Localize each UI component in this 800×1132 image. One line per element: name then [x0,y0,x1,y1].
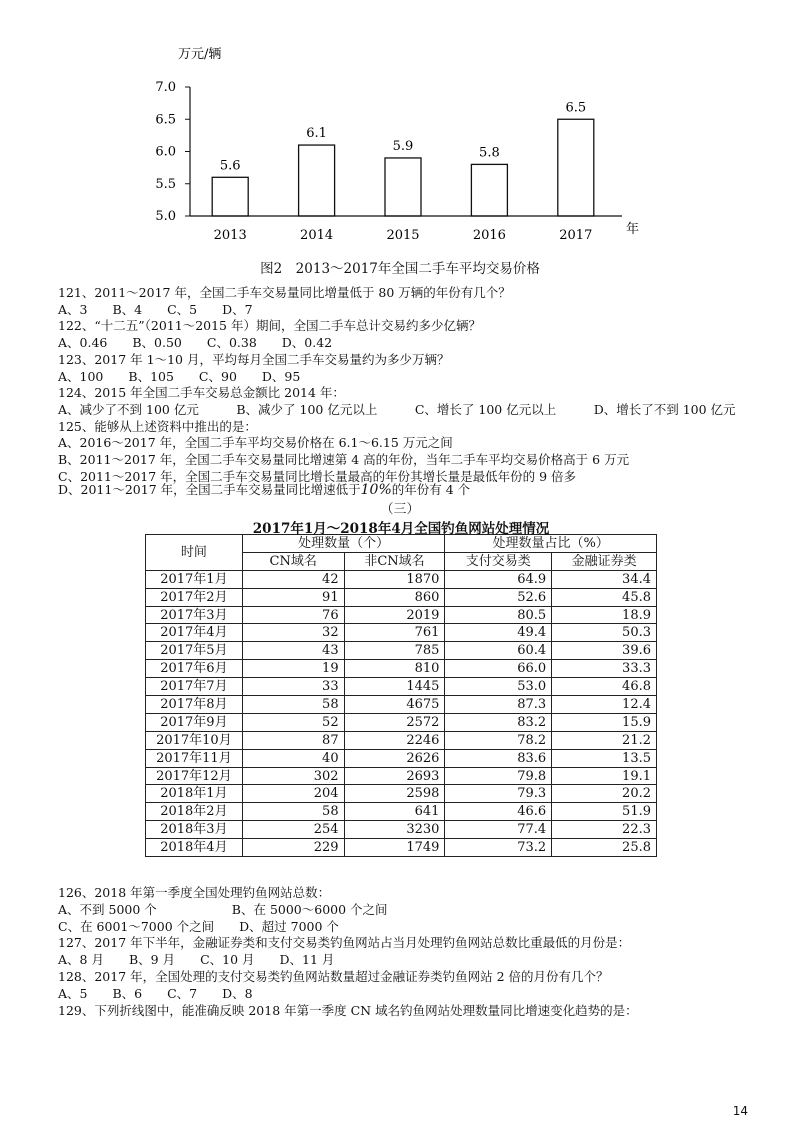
x-tick-label: 2017 [559,228,593,243]
row-time-cell: 2017年4月 [146,624,243,642]
row-value-cell: 46.6 [445,803,552,821]
row-time-cell: 2017年5月 [146,642,243,660]
table-row [146,678,657,696]
header-cn: CN域名 [242,552,344,570]
row-time-cell: 2017年6月 [146,660,243,678]
row-value-cell: 15.9 [552,713,657,731]
table-row [146,660,657,678]
row-value-cell: 229 [242,839,344,857]
row-value-cell: 22.3 [552,821,657,839]
row-value-cell: 810 [344,660,445,678]
row-value-cell: 32 [242,624,344,642]
row-value-cell: 21.2 [552,731,657,749]
row-value-cell: 2572 [344,713,445,731]
row-value-cell: 4675 [344,696,445,714]
question-line: C、2011～2017 年，全国二手车交易量同比增长量最高的年份其增长量是最低年份的 9 倍多 [58,468,577,484]
question-line: A、8 月 B、9 月 C、10 月 D、11 月 [58,952,335,968]
row-value-cell: 83.6 [445,749,552,767]
row-value-cell: 46.8 [552,678,657,696]
row-value-cell: 58 [242,696,344,714]
question-line: 127、2017 年下半年，金融证券类和支付交易类钓鱼网站占当月处理钓鱼网站总数比重最低的月份是： [58,935,631,951]
row-value-cell: 73.2 [445,839,552,857]
row-value-cell: 860 [344,588,445,606]
question-line: 121、2011～2017 年，全国二手车交易量同比增量低于 80 万辆的年份有几个？ [58,285,511,300]
table-row [146,624,657,642]
y-tick-label: 6.0 [155,144,176,160]
question-line: 124、2015 年全国二手车交易总金额比 2014 年： [58,385,345,401]
row-time-cell: 2018年1月 [146,785,243,803]
row-value-cell: 66.0 [445,660,552,678]
row-time-cell: 2017年1月 [146,570,243,588]
row-value-cell: 1870 [344,570,445,588]
bar [299,145,335,216]
bar-data-label: 6.1 [306,126,327,142]
row-value-cell: 60.4 [445,642,552,660]
y-tick-label: 7.0 [155,80,176,95]
bar [212,177,248,216]
row-value-cell: 77.4 [445,821,552,839]
question-125-option-d: D、2011～2017 年，全国二手车交易量同比增速低于10%的年份有 4 个 [58,482,471,498]
x-tick-label: 2015 [386,228,420,243]
question-line: 122、“十二五”（2011～2015 年）期间，全国二手车总计交易约多少亿辆？ [58,318,481,334]
question-line: A、3 B、4 C、5 D、7 [58,301,253,317]
row-value-cell: 2693 [344,767,445,785]
y-tick-label: 5.0 [155,209,176,224]
row-value-cell: 39.6 [552,642,657,660]
question-line: A、减少了不到 100 亿元 B、减少了 100 亿元以上 C、增长了 100 亿元以上 D、增长了不到 100 亿元 [58,401,736,417]
row-value-cell: 79.3 [445,785,552,803]
y-tick-label: 5.5 [155,176,176,192]
question-line: 128、2017 年，全国处理的支付交易类钓鱼网站数量超过金融证券类钓鱼网站 2 倍的月份有几个？ [58,969,609,984]
section-label: （三） [380,502,420,517]
table-row [146,731,657,749]
row-value-cell: 50.3 [552,624,657,642]
question-line: 129、下列折线图中，能准确反映 2018 年第一季度 CN 域名钓鱼网站处理数量同比增速变化趋势的是： [58,1002,638,1018]
bar [385,158,421,216]
x-tick-label: 2016 [472,228,506,243]
row-value-cell: 52 [242,713,344,731]
bar-data-label: 5.8 [479,145,500,161]
row-time-cell: 2018年4月 [146,839,243,857]
row-value-cell: 33 [242,678,344,696]
row-value-cell: 51.9 [552,803,657,821]
row-time-cell: 2017年3月 [146,606,243,624]
row-value-cell: 79.8 [445,767,552,785]
row-value-cell: 3230 [344,821,445,839]
row-value-cell: 64.9 [445,570,552,588]
phishing-table [145,534,657,857]
table-row [146,803,657,821]
row-value-cell: 19.1 [552,767,657,785]
row-value-cell: 1749 [344,839,445,857]
row-value-cell: 78.2 [445,731,552,749]
header-non-cn: 非CN域名 [344,552,445,570]
row-value-cell: 25.8 [552,839,657,857]
bars [212,100,594,216]
row-value-cell: 45.8 [552,588,657,606]
percent-value: 10% [360,482,392,498]
question-line: A、5 B、6 C、7 D、8 [58,985,253,1001]
header-time: 时间 [146,535,243,571]
table-row [146,749,657,767]
row-value-cell: 58 [242,803,344,821]
row-value-cell: 18.9 [552,606,657,624]
table-row [146,642,657,660]
row-value-cell: 12.4 [552,696,657,714]
row-value-cell: 53.0 [445,678,552,696]
question-line: 123、2017 年 1～10 月，平均每月全国二手车交易量约为多少万辆？ [58,351,450,367]
row-value-cell: 49.4 [445,624,552,642]
row-value-cell: 761 [344,624,445,642]
bar-data-label: 6.5 [565,100,587,116]
row-value-cell: 20.2 [552,785,657,803]
row-value-cell: 2019 [344,606,445,624]
y-axis [155,80,190,224]
question-line: B、2011～2017 年，全国二手车交易量同比增速第 4 高的年份，当年二手车平均交易价格高于 6 万元 [58,452,630,467]
row-value-cell: 43 [242,642,344,660]
row-value-cell: 33.3 [552,660,657,678]
row-time-cell: 2017年9月 [146,713,243,731]
question-line: C、在 6001～7000 个之间 D、超过 7000 个 [58,918,339,934]
row-time-cell: 2017年10月 [146,731,243,749]
row-time-cell: 2018年3月 [146,821,243,839]
row-value-cell: 76 [242,606,344,624]
row-value-cell: 91 [242,588,344,606]
header-share-group: 处理数量占比（%） [445,535,657,553]
row-value-cell: 1445 [344,678,445,696]
row-value-cell: 2598 [344,785,445,803]
x-axis [190,216,622,243]
table-row [146,713,657,731]
row-value-cell: 52.6 [445,588,552,606]
row-value-cell: 2626 [344,749,445,767]
header-finance: 金融证券类 [552,552,657,570]
bar [558,119,594,216]
table-row [146,839,657,857]
row-value-cell: 204 [242,785,344,803]
row-value-cell: 641 [344,803,445,821]
row-value-cell: 19 [242,660,344,678]
row-value-cell: 40 [242,749,344,767]
bar-data-label: 5.9 [392,138,414,154]
table-row [146,606,657,624]
row-time-cell: 2018年2月 [146,803,243,821]
y-tick-label: 6.5 [155,112,176,128]
y-axis-label: 万元/辆 [178,47,222,62]
table-row [146,570,657,588]
row-value-cell: 80.5 [445,606,552,624]
row-time-cell: 2017年11月 [146,749,243,767]
row-value-cell: 42 [242,570,344,588]
row-value-cell: 302 [242,767,344,785]
question-line: 125、能够从上述资料中推出的是： [58,418,257,434]
question-line: A、0.46 B、0.50 C、0.38 D、0.42 [58,335,333,351]
bar [471,164,507,216]
header-count-group: 处理数量（个） [242,535,445,553]
row-time-cell: 2017年7月 [146,678,243,696]
row-value-cell: 87 [242,731,344,749]
row-value-cell: 2246 [344,731,445,749]
x-tick-label: 2014 [300,228,334,243]
table-row [146,767,657,785]
chart-caption: 图2 2013～2017年全国二手车平均交易价格 [260,261,540,277]
row-value-cell: 13.5 [552,749,657,767]
bar-data-label: 5.6 [219,158,241,174]
row-time-cell: 2017年2月 [146,588,243,606]
row-time-cell: 2017年8月 [146,696,243,714]
question-line: A、100 B、105 C、90 D、95 [58,368,301,384]
row-value-cell: 87.3 [445,696,552,714]
table-row [146,821,657,839]
question-line: A、不到 5000 个 B、在 5000～6000 个之间 [58,901,388,917]
table-row [146,696,657,714]
row-value-cell: 785 [344,642,445,660]
header-payment: 支付交易类 [445,552,552,570]
x-tick-label: 2013 [213,228,247,243]
row-time-cell: 2017年12月 [146,767,243,785]
page-number: 14 [732,1104,748,1118]
x-axis-label: 年 [626,222,640,237]
row-value-cell: 34.4 [552,570,657,588]
table-row [146,588,657,606]
price-bar-chart [0,0,800,256]
row-value-cell: 254 [242,821,344,839]
table-row [146,785,657,803]
question-line: A、2016～2017 年，全国二手车平均交易价格在 6.1～6.15 万元之间 [58,435,453,451]
table-title: 2017年1月～2018年4月全国钓鱼网站处理情况 [252,521,550,537]
row-value-cell: 83.2 [445,713,552,731]
question-line: 126、2018 年第一季度全国处理钓鱼网站总数： [58,885,331,900]
